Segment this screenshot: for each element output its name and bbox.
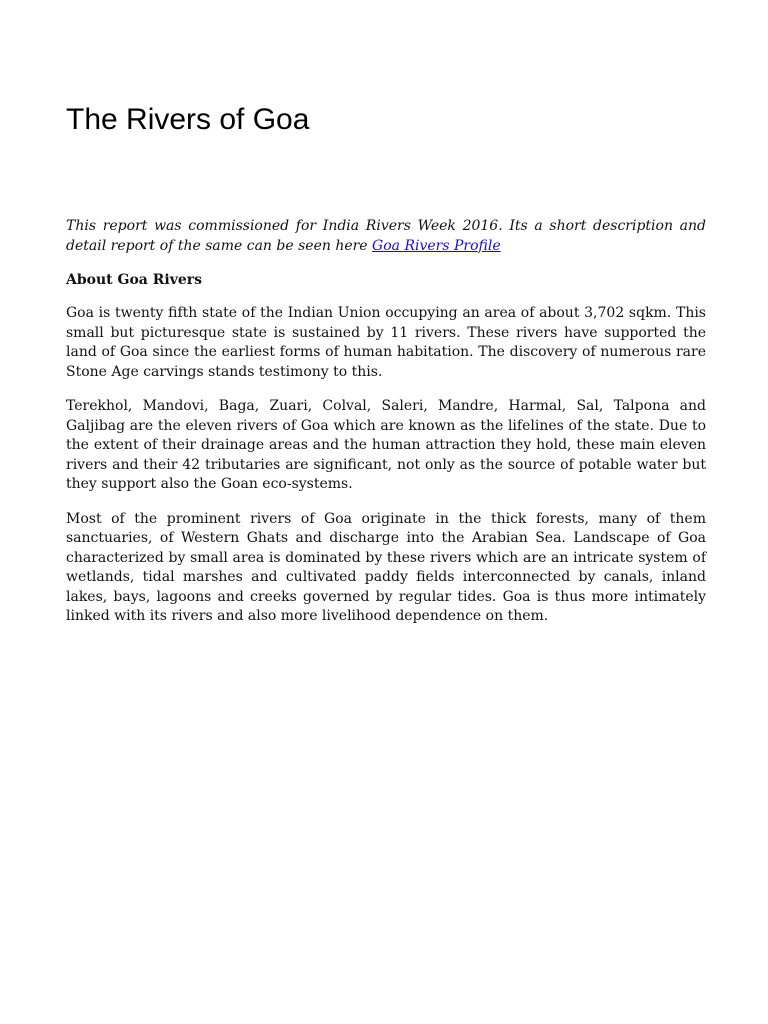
goa-rivers-profile-link[interactable]: Goa Rivers Profile xyxy=(372,238,501,254)
paragraph-river-list: Terekhol, Mandovi, Baga, Zuari, Colval, Saleri, Mandre, Harmal, Sal, Talpona and Galjibag are the eleven rivers of Goa which are known as the lifelines of the state. Due to the extent of their drainage areas and the human attraction they hold, these main eleven rivers and their 42 tributaries are significant, not only as the source of potable water but they support also the Goan eco-systems. xyxy=(66,398,706,492)
document-body xyxy=(66,100,706,627)
paragraph-landscape: Most of the prominent rivers of Goa originate in the thick forests, many of them sanctuaries, of Western Ghats and discharge into the Arabian Sea. Landscape of Goa characterized by small area is dominated by these rivers which are an intricate system of wetlands, tidal marshes and cultivated paddy fields interconnected by canals, inland lakes, bays, lagoons and creeks governed by regular tides. Goa is thus more intimately linked with its rivers and also more livelihood dependence on them. xyxy=(66,510,706,624)
page-title: The Rivers of Goa xyxy=(66,103,310,136)
intro-note xyxy=(66,216,706,256)
section-heading: About Goa Rivers xyxy=(66,272,203,288)
paragraph-overview: Goa is twenty fifth state of the Indian Union occupying an area of about 3,702 sqkm. This small but picturesque state is sustained by 11 rivers. These rivers have supported the land of Goa since the earliest forms of human habitation. The discovery of numerous rare Stone Age carvings stands testimony to this. xyxy=(66,305,706,380)
intro-text: This report was commissioned for India Rivers Week 2016. Its a short description and detail report of the same can be seen here xyxy=(66,218,706,254)
